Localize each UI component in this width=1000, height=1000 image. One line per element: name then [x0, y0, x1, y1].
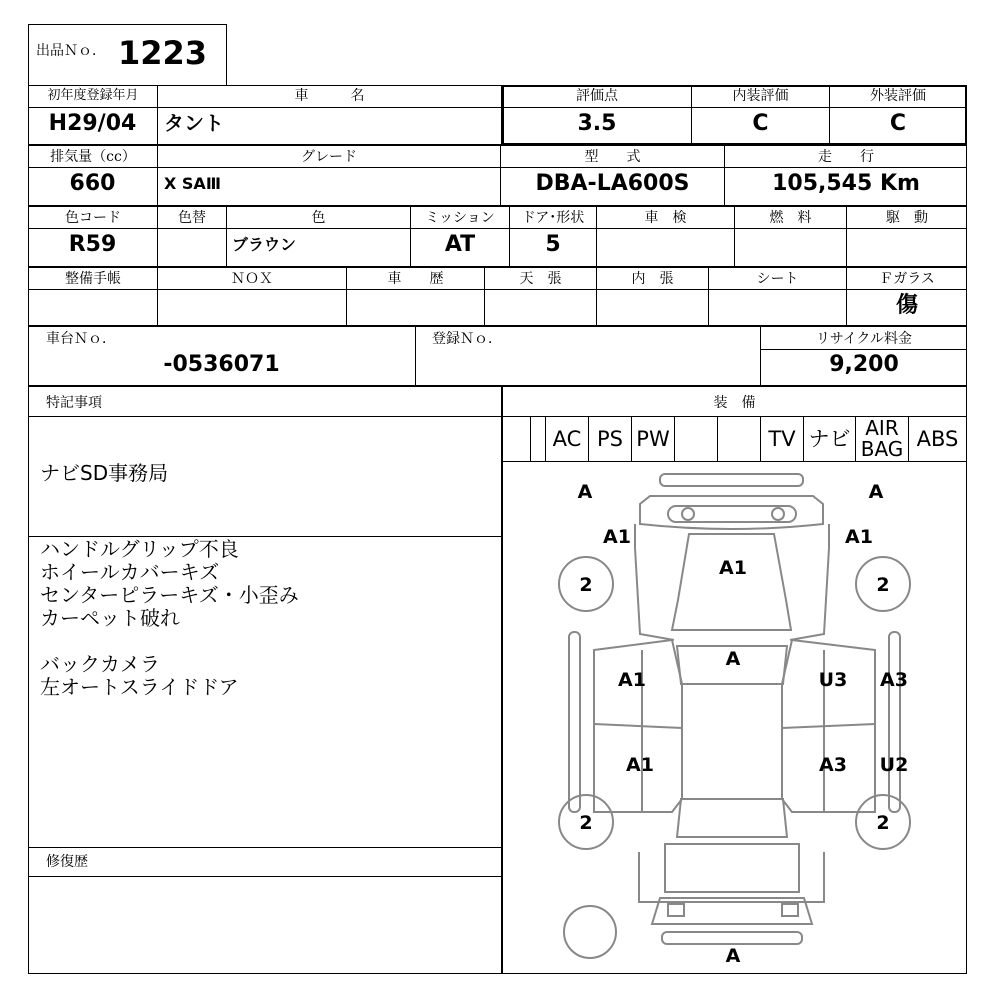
mark-door-fl: A1	[618, 669, 646, 691]
history-label: 車 歴	[387, 271, 444, 287]
remarks-line-1: ナビSD事務局	[40, 461, 169, 485]
door-label: ドア･形状	[521, 210, 585, 226]
repair-label: 修復歴	[46, 854, 88, 870]
maintenance-label: 整備手帳	[65, 271, 121, 287]
color-change-label: 色替	[178, 210, 206, 226]
color-code-label: 色コード	[65, 210, 121, 226]
inspection-label: 車 検	[644, 210, 687, 226]
remarks-notes	[40, 538, 299, 699]
equipment-ac: AC	[545, 417, 588, 461]
remark-item: 左オートスライドドア	[40, 675, 239, 699]
drive-label: 駆 動	[886, 210, 928, 226]
color-code-value: R59	[68, 232, 117, 257]
remark-item: センターピラーキズ・小歪み	[40, 583, 299, 607]
model-value: DBA-LA600S	[535, 171, 690, 196]
equipment-label: 装 備	[713, 395, 756, 411]
car-name-label: 車 名	[294, 88, 365, 104]
fuel-label: 燃 料	[769, 210, 812, 226]
equipment-airbag: AIR BAG	[855, 417, 908, 461]
car-name-value: タント	[164, 111, 224, 135]
equipment-pw: PW	[631, 417, 674, 461]
remarks-label: 特記事項	[46, 395, 102, 411]
first-reg-value: H29/04	[48, 111, 137, 136]
transmission-value: AT	[444, 232, 476, 257]
registration-label: 登録Ｎｏ．	[432, 331, 502, 347]
equipment-blank	[530, 417, 545, 461]
equipment-tv: TV	[760, 417, 803, 461]
recycle-label: リサイクル料金	[815, 331, 913, 347]
mileage-label: 走 行	[818, 149, 874, 165]
door-value: 5	[545, 232, 561, 257]
mark-roof: A	[725, 648, 741, 670]
exterior-value: C	[889, 111, 907, 136]
mark-fender-right: A1	[845, 526, 873, 548]
chassis-value: -0536071	[163, 352, 280, 377]
model-label: 型 式	[584, 149, 641, 165]
f-glass-label: Ｆガラス	[879, 271, 935, 287]
mark-door-rl: A1	[626, 754, 654, 776]
displacement-label: 排気量（cc）	[50, 149, 136, 165]
mark-tire-rr: 2	[876, 812, 890, 834]
remark-item	[40, 630, 299, 653]
mark-tire-fl: 2	[579, 574, 593, 596]
grade-value: X SAⅢ	[164, 174, 221, 193]
mark-front-right: A	[868, 481, 884, 503]
lot-number-label: 出品Ｎｏ．	[36, 43, 106, 59]
mark-hood: A1	[719, 557, 747, 579]
remark-item: カーペット破れ	[40, 606, 180, 630]
mark-door-fr-outer: A3	[880, 669, 908, 691]
mark-fender-left: A1	[603, 526, 631, 548]
equipment-abs: ABS	[908, 417, 966, 461]
exterior-label: 外装評価	[870, 88, 926, 104]
color-label: 色	[311, 210, 326, 226]
seat-label: シート	[756, 271, 799, 287]
remark-item: ハンドルグリップ不良	[40, 537, 239, 561]
recycle-value: 9,200	[829, 352, 899, 377]
displacement-value: 660	[69, 171, 116, 196]
lot-number: 1223	[118, 34, 208, 72]
interior-value: C	[752, 111, 769, 136]
equipment-blank	[674, 417, 717, 461]
f-glass-value: 傷	[895, 293, 918, 318]
mark-tire-rl: 2	[579, 812, 593, 834]
ceiling-label: 天 張	[519, 271, 562, 287]
transmission-label: ミッション	[425, 210, 495, 226]
mark-door-fr-inner: U3	[818, 669, 848, 691]
car-diagram	[502, 462, 967, 974]
grade-label: グレード	[301, 149, 357, 165]
mark-door-rr-inner: A3	[819, 754, 847, 776]
nox-label: ＮＯＸ	[231, 271, 273, 287]
color-value: ブラウン	[232, 235, 297, 254]
mileage-value: 105,545 Km	[772, 171, 920, 196]
interior-label: 内装評価	[732, 88, 789, 104]
first-reg-label: 初年度登録年月	[47, 88, 139, 103]
mark-door-rr-outer: U2	[879, 754, 909, 776]
mark-front-left: A	[577, 481, 593, 503]
equipment-blank	[717, 417, 760, 461]
equipment-ps: PS	[588, 417, 631, 461]
mark-rear: A	[725, 945, 741, 967]
remark-item: ホイールカバーキズ	[40, 560, 220, 584]
score-value: 3.5	[577, 111, 617, 136]
mark-tire-fr: 2	[876, 574, 890, 596]
chassis-label: 車台Ｎｏ．	[46, 331, 116, 347]
equipment-navi: ナビ	[803, 417, 855, 461]
remark-item: バックカメラ	[40, 652, 160, 676]
interior-trim-label: 内 張	[631, 271, 674, 287]
score-label: 評価点	[576, 88, 618, 104]
